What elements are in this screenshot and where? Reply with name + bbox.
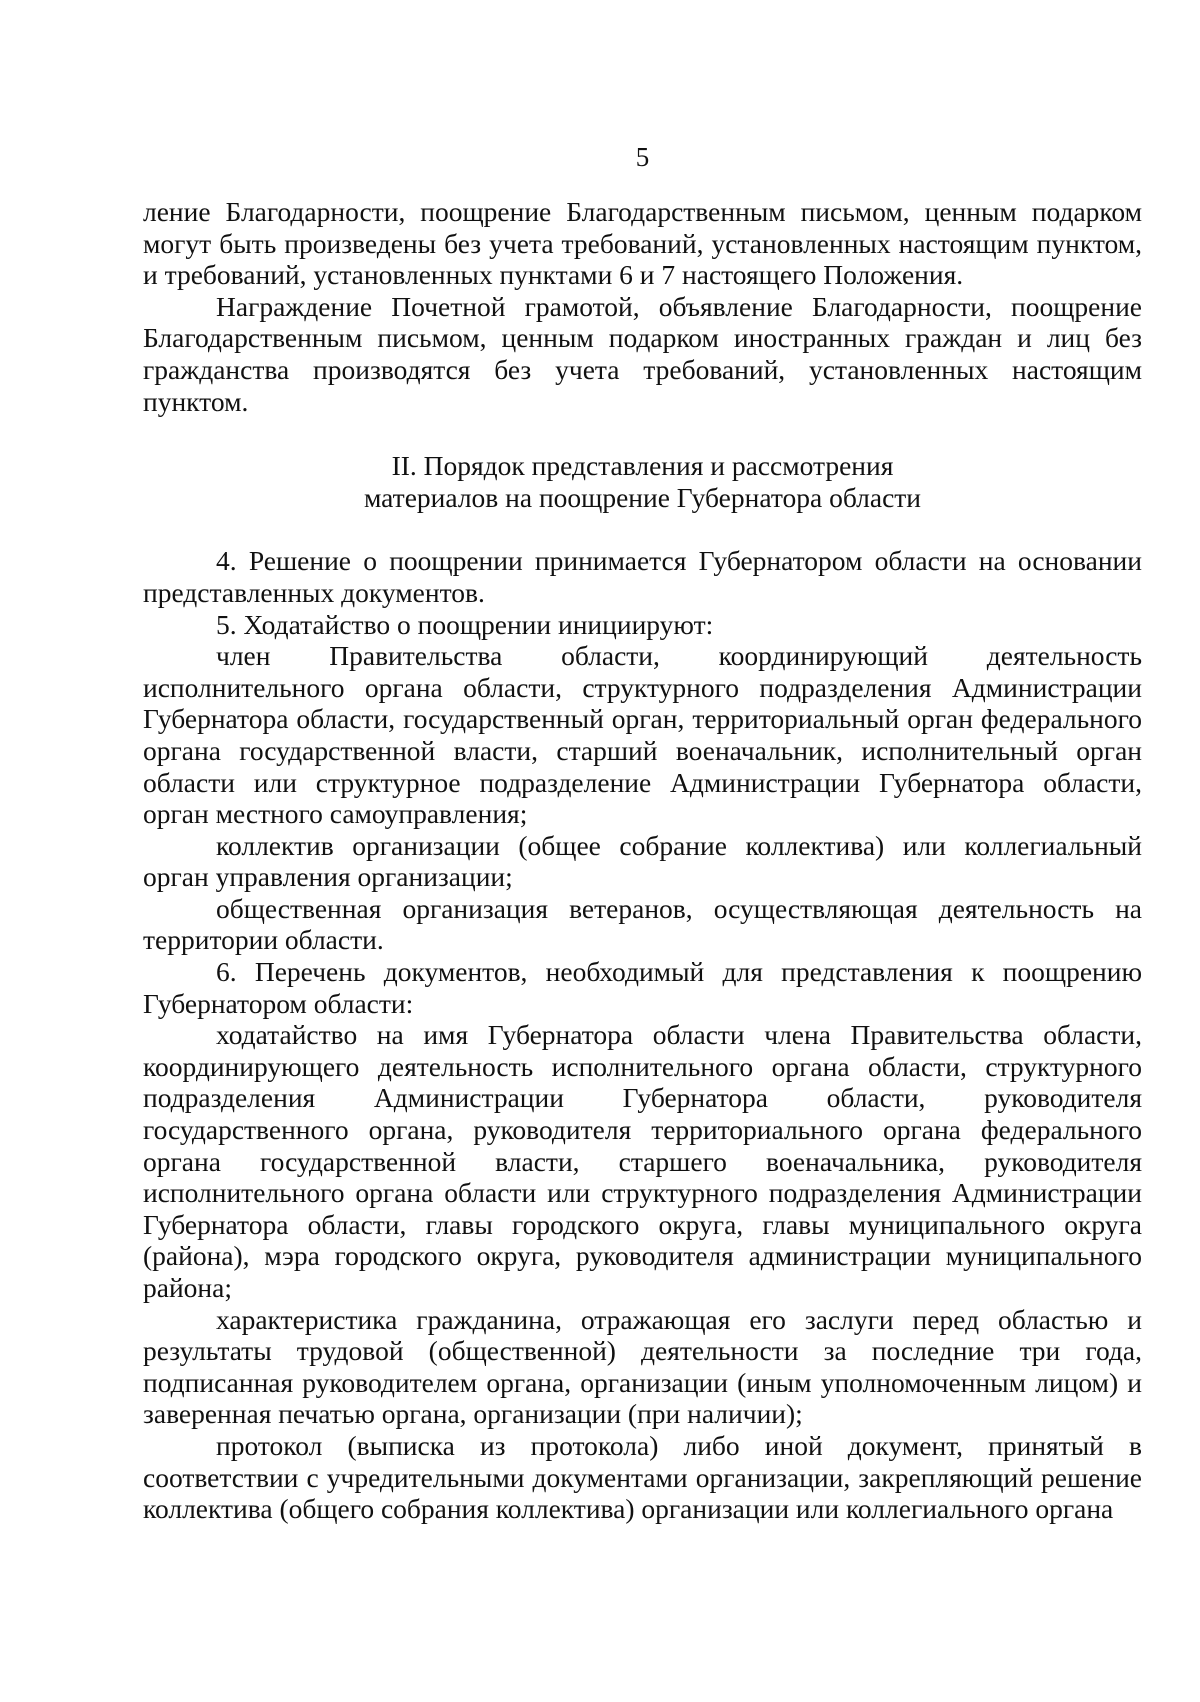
paragraph-foreign-citizens: Награждение Почетной грамотой, объявление Благодарности, поощрение Благодарственным письмом, ценным подарком иностранных граждан и лиц без гражданства производятся без учета требований, установленных настоящим пунктом. bbox=[143, 290, 1142, 417]
paragraph-item-4: 4. Решение о поощрении принимается Губернатором области на основании представленных документов. bbox=[143, 545, 1142, 608]
paragraph-item-5: 5. Ходатайство о поощрении инициируют: bbox=[216, 608, 714, 640]
paragraph-item-5-initiator-government: член Правительства области, координирующий деятельность исполнительного органа области, структурного подразделения Администрации Губернатора области, государственный орган, территориальный орган федерального органа государственной власти, старший военачальник, исполнительный орган области или структурное подразделение Администрации Губернатора области, орган местного самоуправления; bbox=[143, 640, 1142, 830]
section-heading-line-1: II. Порядок представления и рассмотрения bbox=[391, 450, 894, 482]
paragraph-item-6-protocol: протокол (выписка из протокола) либо иной документ, принятый в соответствии с учредительными документами организации, закрепляющий решение коллектива (общего собрания коллектива) организации или коллегиального органа bbox=[143, 1429, 1142, 1525]
paragraph-item-6: 6. Перечень документов, необходимый для представления к поощрению Губернатором области: bbox=[143, 956, 1142, 1019]
paragraph-item-6-petition: ходатайство на имя Губернатора области члена Правительства области, координирующего деятельность исполнительного органа области, структурного подразделения Администрации Губернатора области, руководителя государственного органа, руководителя территориального органа федерального органа государственной власти, старшего военачальника, руководителя исполнительного органа области или структурного подразделения Администрации Губернатора области, главы городского округа, главы муниципального округа (района), мэра городского округа, руководителя администрации муниципального района; bbox=[143, 1019, 1142, 1303]
document-body bbox=[143, 196, 1142, 1525]
section-heading-line-2: материалов на поощрение Губернатора области bbox=[363, 481, 922, 513]
page-number: 5 bbox=[635, 142, 650, 172]
paragraph-item-6-characteristic: характеристика гражданина, отражающая его заслуги перед областью и результаты трудовой (общественной) деятельности за последние три года, подписанная руководителем органа, организации (иным уполномоченным лицом) и заверенная печатью органа, организации (при наличии); bbox=[143, 1303, 1142, 1430]
section-heading bbox=[143, 450, 1142, 513]
paragraph-item-5-initiator-collective: коллектив организации (общее собрание коллектива) или коллегиальный орган управления организации; bbox=[143, 829, 1142, 893]
paragraph-item-5-initiator-veterans: общественная организация ветеранов, осуществляющая деятельность на территории области. bbox=[143, 892, 1142, 956]
paragraph-continuation: ление Благодарности, поощрение Благодарственным письмом, ценным подарком могут быть произведены без учета требований, установленных настоящим пунктом, и требований, установленных пунктами 6 и 7 настоящего Положения. bbox=[143, 196, 1142, 291]
